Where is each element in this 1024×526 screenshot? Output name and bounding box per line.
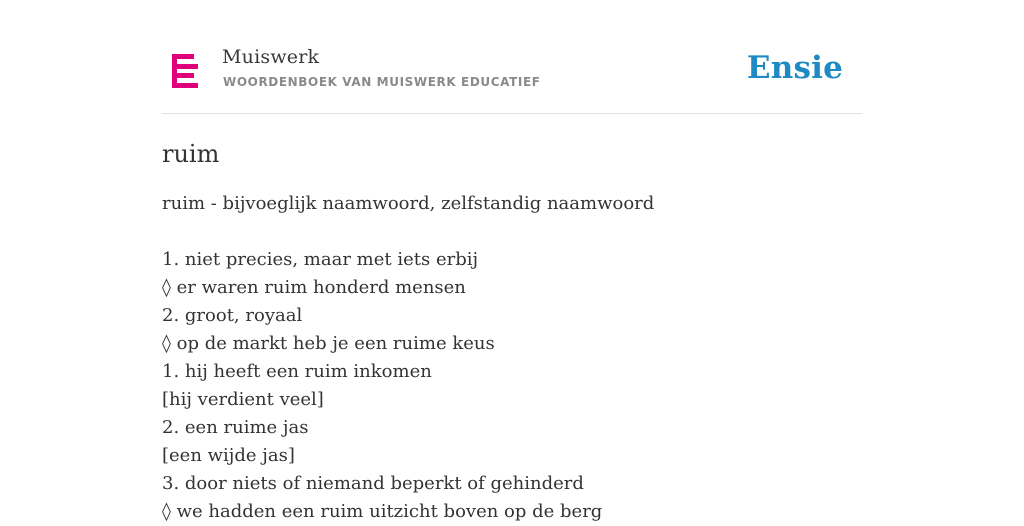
logo-bar-third xyxy=(172,73,194,78)
entry-title: ruim xyxy=(162,140,220,168)
example-line: ◊ we hadden een ruim uitzicht boven op de berg xyxy=(162,501,603,522)
site-header xyxy=(162,0,862,114)
brand-subtitle: WOORDENBOEK VAN MUISWERK EDUCATIEF xyxy=(223,75,541,89)
brand-name[interactable]: Muiswerk xyxy=(222,46,320,68)
page-container xyxy=(162,0,862,526)
ensie-logo[interactable]: Ensie xyxy=(746,50,843,86)
definition-spacer xyxy=(162,218,862,246)
definition-line: 2. een ruime jas xyxy=(162,417,309,438)
definition-line: 3. door niets of niemand beperkt of gehinderd xyxy=(162,473,584,494)
muiswerk-e-logo-icon[interactable] xyxy=(172,54,200,88)
definition-line: 1. niet precies, maar met iets erbij xyxy=(162,249,479,270)
explanation-line: [een wijde jas] xyxy=(162,445,295,466)
definition-line: 2. groot, royaal xyxy=(162,305,303,326)
definition-heading: ruim - bijvoeglijk naamwoord, zelfstandig naamwoord xyxy=(162,193,655,214)
entry-definition xyxy=(162,190,862,526)
explanation-line: [hij verdient veel] xyxy=(162,389,324,410)
example-line: ◊ op de markt heb je een ruime keus xyxy=(162,333,495,354)
logo-bar-second xyxy=(172,64,198,69)
definition-line: 1. hij heeft een ruim inkomen xyxy=(162,361,432,382)
example-line: ◊ er waren ruim honderd mensen xyxy=(162,277,466,298)
logo-bar-bottom xyxy=(172,83,198,88)
